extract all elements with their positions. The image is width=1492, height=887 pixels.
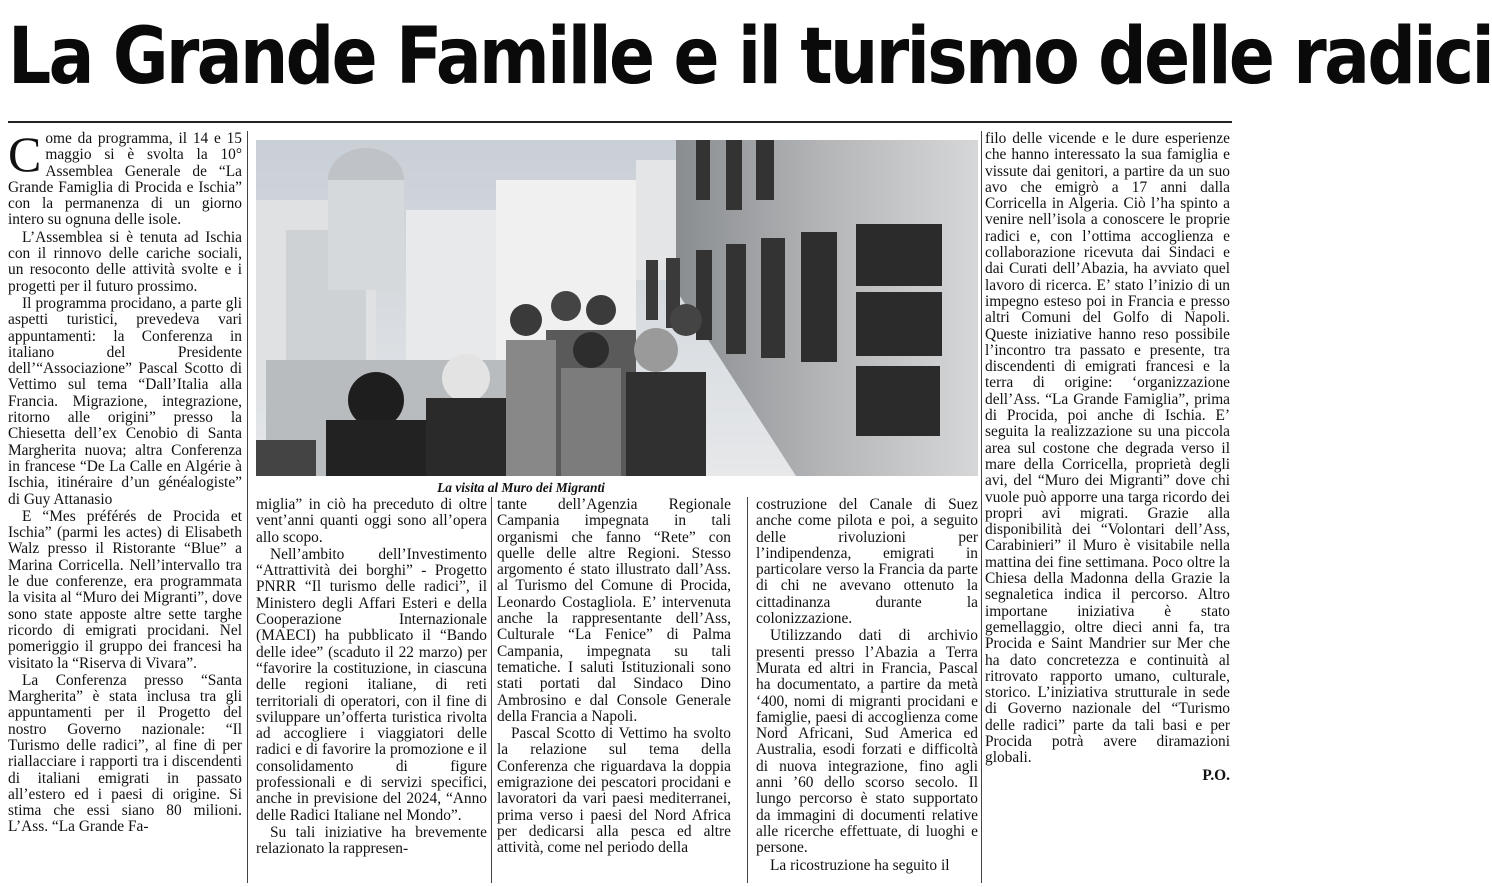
article-column-3: [497, 497, 731, 883]
dropcap-letter: C: [8, 126, 42, 182]
paragraph-pnrr: Nell’ambito dell’Investimento “Attrattività dei borghi” - Progetto PNRR “Il turismo delle radici”, il Ministero degli Affari Esteri e della Cooperazione Internazionale (MAECI) ha pubblicato il “Bando delle idee” (scaduto il 22 marzo) per “favorire la costituzione, in ciascuna delle regioni italiane, di reti territoriali di operatori, con il fine di sviluppare un’offerta turistica rivolta ad accogliere i viaggiatori delle radici e di favorire la promozione e il consolidamento di figure professionali e di servizi specifici, anche in previsione del 2024, “Anno delle Radici Italiane nel Mondo”.: [256, 545, 487, 824]
article-headline: La Grande Famille e il turismo delle radici: [8, 12, 1492, 102]
paragraph-archivio: Utilizzando dati di archivio presenti presso l’Abazia a Terra Murata ed altri in Francia, Pascal ha documentato, a partire da metà ‘400, nomi di migranti procidani e famiglie, paesi di accoglienza come Nord Africani, Sud America ed Australia, esodi forzati e difficoltà di nuova integrazione, fino agli anni ’60 dello scorso secolo. Il lungo percorso è stato supportato da immagini di documenti relative alle ricerche effettuate, di luoghi e persone.: [756, 627, 978, 857]
paragraph-relazione: Su tali iniziative ha brevemente relazionato la rappresen-: [256, 823, 487, 858]
paragraph-3: Il programma procidano, a parte gli aspetti turistici, prevedeva vari appuntamenti: la Conferenza in italiano del Presidente dell’“Associazione” Pascal Scotto di Vettimo sul tema “Dall’Italia alla Francia. Migrazione, integrazione, ritorno alle origini” presso la Chiesetta dell’ex Cenobio di Santa Margherita nuova; altra Conferenza in francese “De La Calle en Algérie à Ischia, itinéraire d’un généalogiste” di Guy Attanasio: [8, 294, 242, 508]
column-divider: [747, 497, 748, 883]
headline-rule: [8, 121, 1232, 123]
column-divider: [491, 497, 492, 883]
paragraph-conferenza: Pascal Scotto di Vettimo ha svolto la relazione sul tema della Conferenza che riguardava la doppia emigrazione dei pescatori procidani e lavoratori da vari paesi mediterranei, prima verso i paesi del Nord Africa per dedicarsi alla pesca ed altre attività, come nel periodo della: [497, 725, 731, 857]
article-column-2: [256, 497, 487, 883]
photo-caption: La visita al Muro dei Migranti: [437, 480, 605, 495]
paragraph-5: La Conferenza presso “Santa Margherita” è stata inclusa tra gli appuntamenti per il Progetto del nostro Governo nazionale: “Il Turismo delle radici”, al fine di per riallacciare i rapporti tra i discendenti di italiani emigrati in passato all’estero ed i paesi di origine. Si stima che essi siano 80 milioni. L’Ass. “La Grande Fa-: [8, 671, 242, 836]
article-column-4: [756, 497, 978, 883]
paragraph-1-text: ome da programma, il 14 e 15 maggio si è svolta la 10° Assemblea Generale de “La Grande Famiglia di Procida e Ischia” con la permanenza di un giorno intero su ognuna delle isole.: [8, 130, 242, 229]
migrants-wall-photo-illustration: [256, 140, 978, 476]
column-divider: [981, 131, 982, 883]
paragraph-continued: miglia” in ciò ha preceduto di oltre vent’anni quanti oggi sono all’opera allo scopo.: [256, 496, 487, 546]
paragraph-1: [8, 126, 242, 229]
paragraph-4: E “Mes préférés de Procida et Ischia” (parmi les actes) di Elisabeth Walz presso il Ristorante “Blue” a Marina Corricella. Nell’intervallo tra le due conferenze, era programmata la visita al “Muro dei Migranti”, dove sono state apposte altre sette targhe ricordo di emigrati procidani. Nel pomeriggio il gruppo dei francesi ha visitato la “Riserva di Vivara”.: [8, 507, 242, 672]
author-signature: P.O.: [1202, 766, 1230, 784]
paragraph-continued: filo delle vicende e le dure esperienze che hanno interessato la sua famiglia e vissute dai genitori, a partire da un suo avo che emigrò a 17 anni dalla Corricella in Algeria. Ciò l’ha spinto a venire nell’isola a conoscere le proprie radici e, con l’ottima accoglienza e collaborazione ricevuta dai Sindaci e dai Curati dell’Abazia, ha avviato quel lavoro di ricerca. E’ stato l’inizio di un impegno esteso poi in Francia e presso altri Comuni del Golfo di Napoli. Queste iniziative hanno reso possibile l’incontro tra passato e presente, tra discendenti di emigrati francesi e la terra di origine: ‘organizzazione dell’Ass. “La Grande Famiglia”, prima di Procida, poi anche di Ischia. E’ seguita la realizzazione su una piccola area sul costone che degrada verso il mare della Corricella, proprietà degli avi, del “Muro dei Migranti” dove chi vuole può apporre una targa ricordo dei propri avi migrati. Grazie alla disponibilità dei “Volontari dell’Ass, Carabinieri” il Muro è visitabile nella mattina dei fine settimana. Poco oltre la Chiesa della Madonna della Grazie la segnaletica indica il percorso. Altro importane iniziativa è stato gemellaggio, oltre dieci anni fa, tra Procida e Saint Mandrier sur Mer che ha dato concretezza e continuità al ritrovato rapporto umano, culturale, storico. L’iniziativa strutturale in sede di Governo nazionale del “Turismo delle radici” parte da tali basi e per Procida potrà avere diramazioni globali.: [985, 130, 1230, 767]
article-column-5: [985, 131, 1230, 883]
paragraph-2: L’Assemblea si è tenuta ad Ischia con il rinnovo delle cariche sociali, un resoconto delle attività svolte e i progetti per il futuro prossimo.: [8, 228, 242, 295]
paragraph-continued: costruzione del Canale di Suez anche come pilota e poi, a seguito delle rivoluzioni per l’indipendenza, emigrati in particolare verso la Francia da parte di chi ne avevano ottenuto la cittadinanza durante la colonizzazione.: [756, 496, 978, 628]
article-column-1: [8, 126, 242, 883]
article-photo: [256, 140, 978, 476]
column-divider: [247, 131, 248, 883]
paragraph-continued: tante dell’Agenzia Regionale Campania impegnata in tali organismi che fanno “Rete” con quelle delle altre Regioni. Stesso argomento é stato illustrato dall’Ass. al Turismo del Comune di Procida, Leonardo Costagliola. E’ intervenuta anche la rappresentante dell’Ass, Culturale “La Fenice” di Palma Campania, impegnata su tali tematiche. I saluti Istituzionali sono stati portati dal Sindaco Dino Ambrosino e dal Console Generale della Francia a Napoli.: [497, 496, 731, 725]
paragraph-ricostruzione: La ricostruzione ha seguito il: [770, 856, 950, 874]
